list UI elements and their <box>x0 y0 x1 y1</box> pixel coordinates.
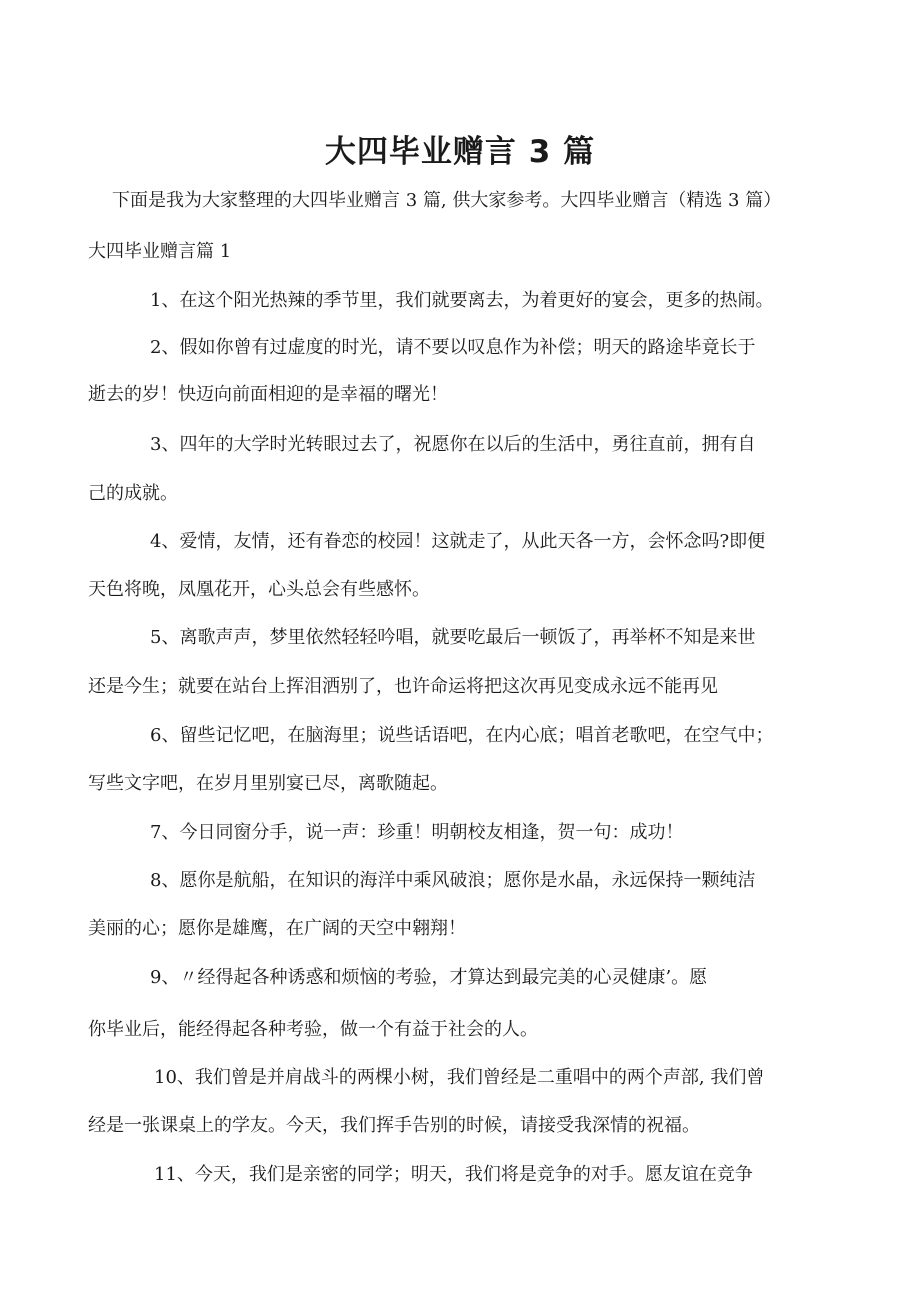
paragraph-line-8-cont: 美丽的心；愿你是雄鹰，在广阔的天空中翱翔！ <box>88 918 466 939</box>
paragraph-line-9-cont: 你毕业后，能经得起各种考验，做一个有益于社会的人。 <box>88 1019 538 1040</box>
paragraph-line-2-cont: 逝去的岁！快迈向前面相迎的是幸福的曙光！ <box>88 384 448 405</box>
section-heading: 大四毕业赠言篇 1 <box>88 241 232 262</box>
paragraph-line-7: 7、今日同窗分手，说一声：珍重！明朝校友相逢，贺一句：成功！ <box>150 822 684 843</box>
paragraph-line-4: 4、爱情，友情，还有眷恋的校园！这就走了，从此天各一方，会怀念吗?即便 <box>150 531 766 552</box>
paragraph-line-6: 6、留些记忆吧，在脑海里；说些话语吧，在内心底；唱首老歌吧，在空气中； <box>150 725 774 746</box>
paragraph-line-10: 10、我们曾是并肩战斗的两棵小树，我们曾经是二重唱中的两个声部, 我们曾 <box>154 1067 765 1088</box>
paragraph-line-3: 3、四年的大学时光转眼过去了，祝愿你在以后的生活中，勇往直前，拥有自 <box>150 434 756 455</box>
paragraph-line-4-cont: 天色将晚，凤凰花开，心头总会有些感怀。 <box>88 579 430 600</box>
paragraph-line-6-cont: 写些文字吧，在岁月里别宴已尽，离歌随起。 <box>88 773 448 794</box>
paragraph-line-2: 2、假如你曾有过虚度的时光，请不要以叹息作为补偿；明天的路途毕竟长于 <box>150 337 756 358</box>
paragraph-line-5: 5、离歌声声，梦里依然轻轻吟唱，就要吃最后一顿饭了，再举杯不知是来世 <box>150 627 756 648</box>
paragraph-line-11: 11、今天，我们是亲密的同学；明天，我们将是竞争的对手。愿友谊在竞争 <box>154 1164 753 1185</box>
paragraph-line-9: 9、〃经得起各种诱惑和烦恼的考验，才算达到最完美的心灵健康’。愿 <box>150 967 708 988</box>
paragraph-line-10-cont: 经是一张课桌上的学友。今天，我们挥手告别的时候，请接受我深情的祝福。 <box>88 1115 700 1136</box>
paragraph-line-5-cont: 还是今生；就要在站台上挥泪洒别了，也许命运将把这次再见变成永远不能再见 <box>88 676 718 697</box>
paragraph-line-1: 1、在这个阳光热辣的季节里，我们就要离去，为着更好的宴会，更多的热闹。 <box>150 290 774 311</box>
document-title: 大四毕业赠言 3 篇 <box>324 134 596 170</box>
paragraph-line-8: 8、愿你是航船，在知识的海洋中乘风破浪；愿你是水晶，永远保持一颗纯洁 <box>150 870 756 891</box>
intro-paragraph: 下面是我为大家整理的大四毕业赠言 3 篇, 供大家参考。大四毕业赠言（精选 3 篇） <box>112 190 782 211</box>
paragraph-line-3-cont: 己的成就。 <box>88 483 178 504</box>
